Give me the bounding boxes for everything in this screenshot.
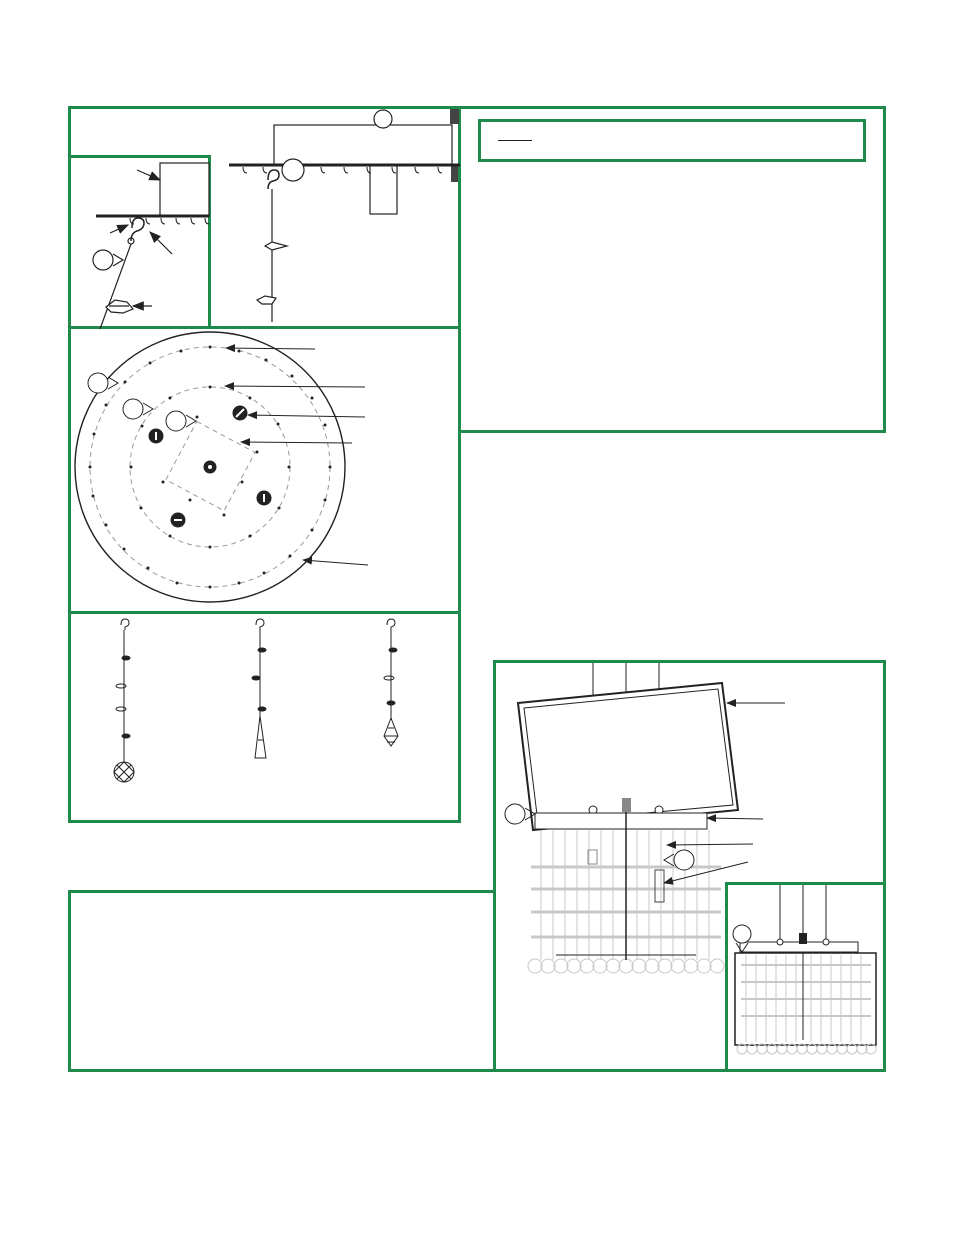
crystal-drop-icon	[384, 718, 398, 746]
step-marker-icon	[733, 925, 751, 943]
step-marker-icon	[88, 373, 108, 393]
ball-strand	[114, 619, 134, 782]
s-hook-icon	[131, 218, 144, 241]
step-marker-icon	[505, 804, 525, 824]
step-marker-icon	[166, 411, 186, 431]
crystal-spike-icon	[255, 716, 266, 758]
spike-strand	[252, 619, 266, 758]
strand-types	[114, 619, 398, 782]
step-marker-icon	[123, 399, 143, 419]
step-marker-icon	[93, 250, 113, 270]
step-marker-icon	[674, 850, 694, 870]
s-hook-icon	[268, 170, 279, 189]
drop-strand	[384, 619, 398, 746]
completed-inset	[733, 885, 876, 1054]
center-stem-icon	[204, 461, 216, 473]
step-marker-icon	[282, 159, 304, 181]
hook-detail	[93, 163, 209, 329]
canopy-plan	[75, 332, 368, 602]
ceiling-mount-detail	[229, 109, 460, 322]
